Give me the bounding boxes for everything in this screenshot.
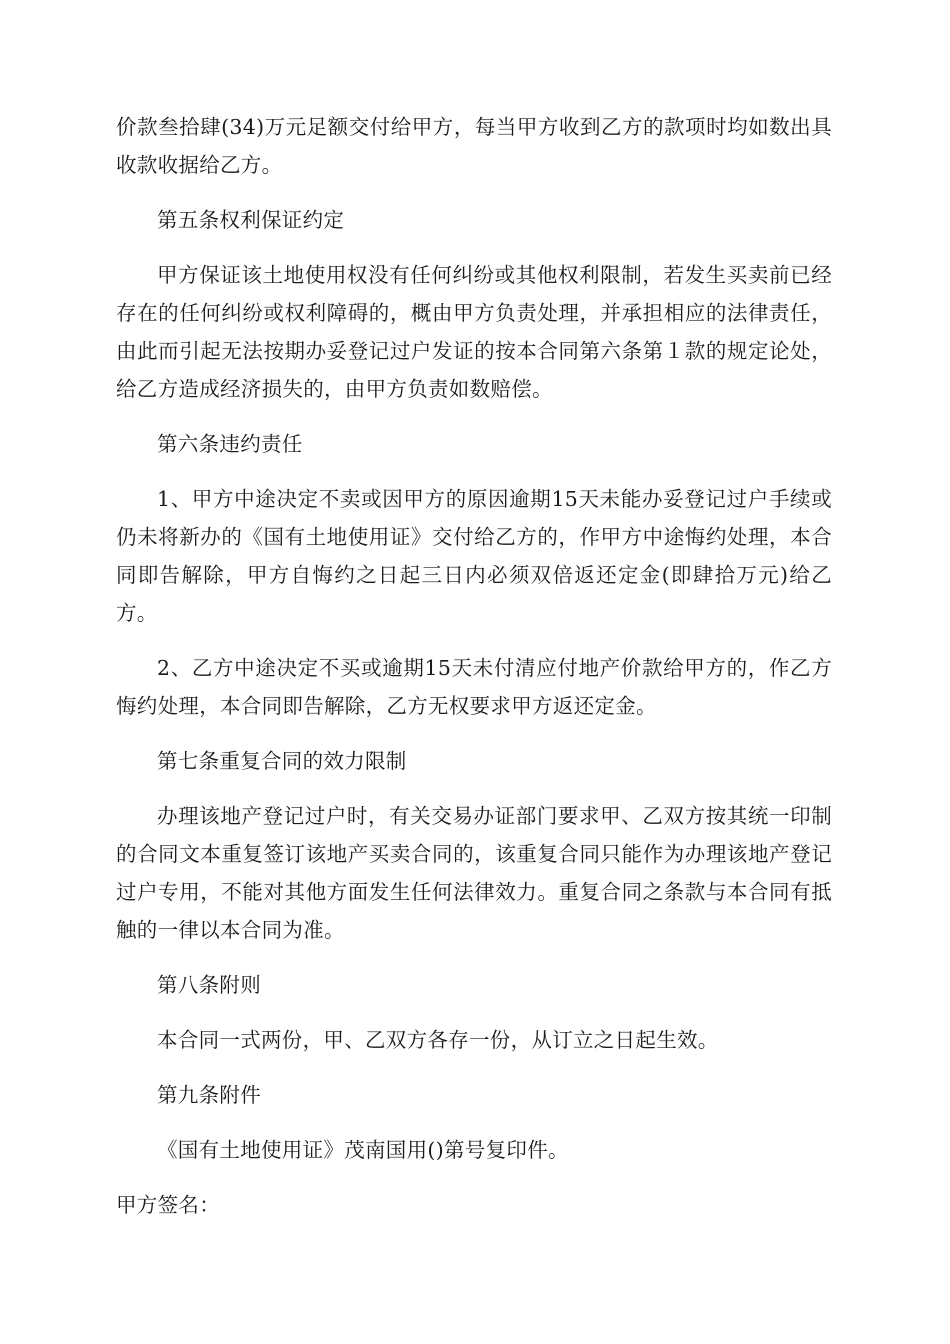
article-5-heading: 第五条权利保证约定 <box>157 208 345 232</box>
article-6-heading: 第六条违约责任 <box>157 432 303 456</box>
article-5-paragraph: 甲方保证该土地使用权没有任何纠纷或其他权利限制，若发生买卖前已经存在的任何纠纷或权利障碍的，概由甲方负责处理，并承担相应的法律责任，由此而引起无法按期办妥登记过户发证的按本合同第六条第１款的规定论处，给乙方造成经济损失的，由甲方负责如数赔偿。 <box>116 263 832 401</box>
article-7-paragraph: 办理该地产登记过户时，有关交易办证部门要求甲、乙双方按其统一印制的合同文本重复签订该地产买卖合同的，该重复合同只能作为办理该地产登记过户专用，不能对其他方面发生任何法律效力。重复合同之条款与本合同有抵触的一律以本合同为准。 <box>116 804 832 942</box>
article-9-paragraph: 《国有土地使用证》茂南国用()第号复印件。 <box>157 1138 569 1162</box>
article-8-heading: 第八条附则 <box>157 973 261 997</box>
article-8-paragraph: 本合同一式两份，甲、乙双方各存一份，从订立之日起生效。 <box>157 1028 719 1052</box>
document-body <box>116 108 832 1224</box>
article-7-heading: 第七条重复合同的效力限制 <box>157 749 407 773</box>
article-6-clause-1: 1、甲方中途决定不卖或因甲方的原因逾期15天未能办妥登记过户手续或仍未将新办的《国有土地使用证》交付给乙方的，作甲方中途悔约处理，本合同即告解除，甲方自悔约之日起三日内必须双倍返还定金(即肆拾万元)给乙方。 <box>116 487 832 625</box>
payment-paragraph: 价款叁拾肆(34)万元足额交付给甲方，每当甲方收到乙方的款项时均如数出具收款收据给乙方。 <box>116 115 832 177</box>
article-9-heading: 第九条附件 <box>157 1083 261 1107</box>
article-6-clause-2: 2、乙方中途决定不买或逾期15天未付清应付地产价款给甲方的，作乙方悔约处理，本合同即告解除，乙方无权要求甲方返还定金。 <box>116 656 832 718</box>
party-a-signature-label: 甲方签名： <box>116 1193 220 1217</box>
